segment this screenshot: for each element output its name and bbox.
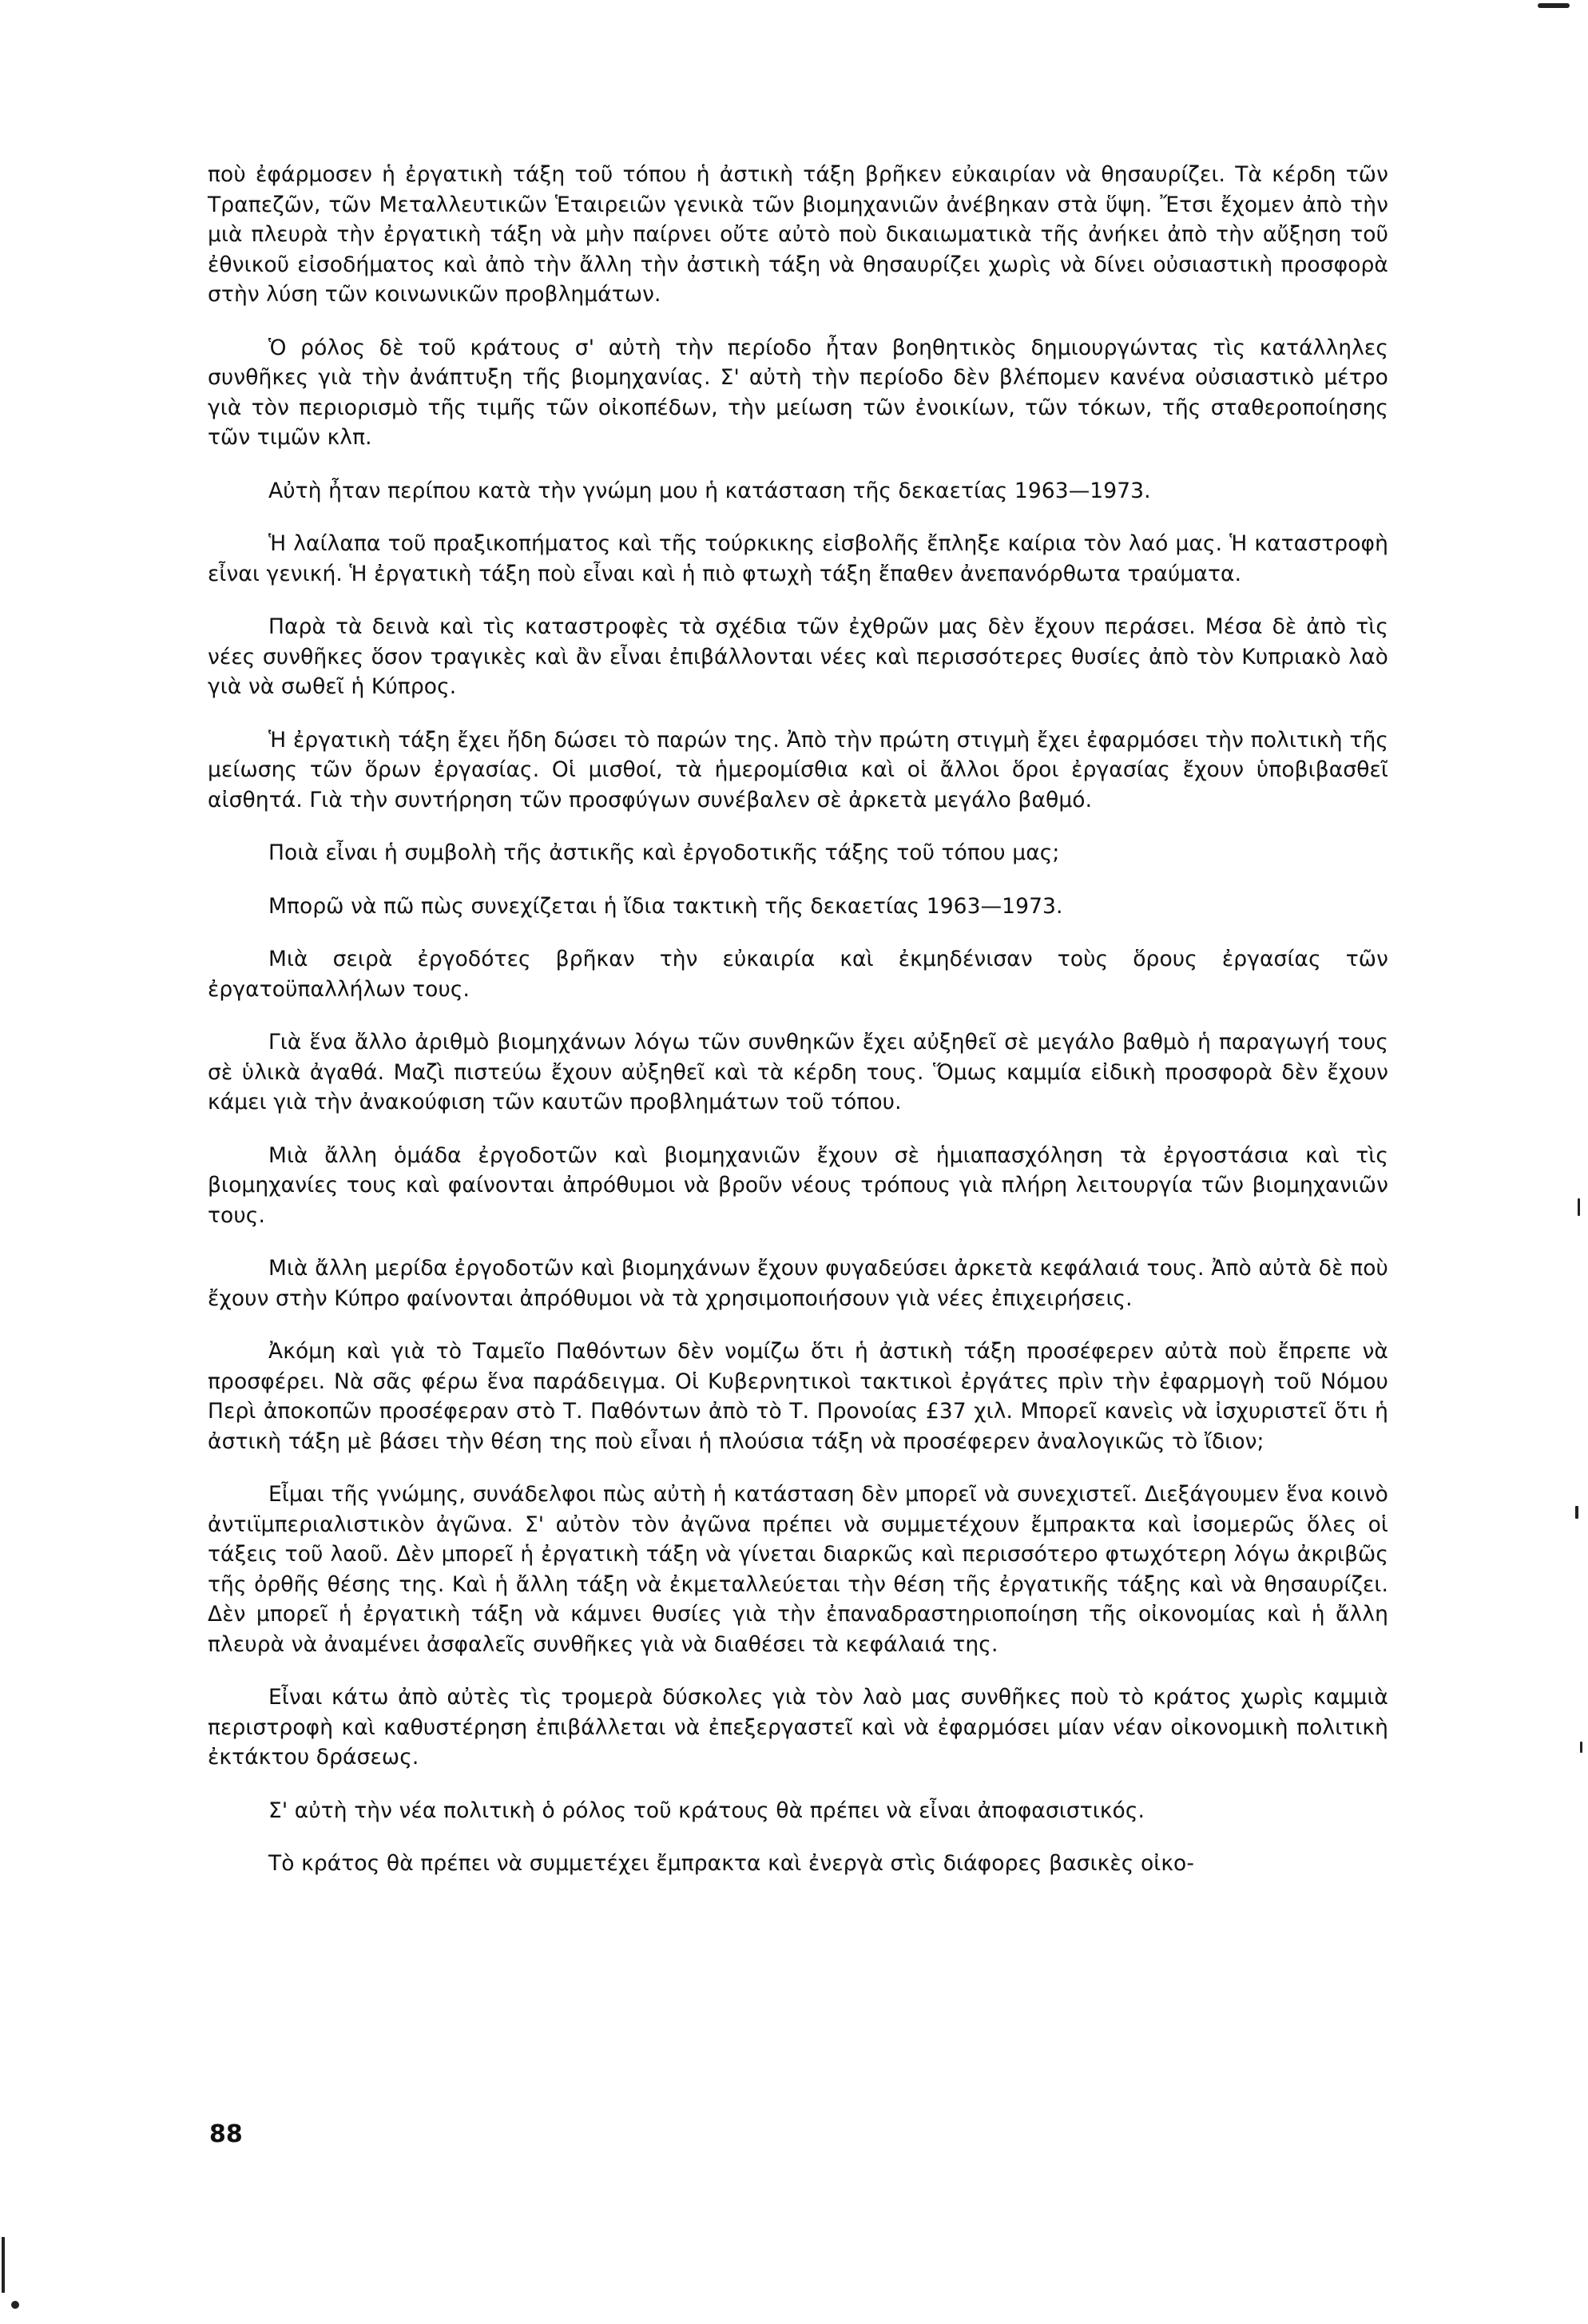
paragraph: Τὸ κράτος θὰ πρέπει νὰ συμμετέχει ἔμπρακτα καὶ ἐνεργὰ στὶς διάφορες βασικὲς οἰκο-: [268, 1851, 1195, 1876]
paragraph: Ἡ λαίλαπα τοῦ πραξικοπήματος καὶ τῆς τούρκικης εἰσβολῆς ἔπληξε καίρια τὸν λαό μας. Ἡ καταστροφὴ εἶναι γενική. Ἡ ἐργατικὴ τάξη ποὺ εἶναι καὶ ἡ πιὸ φτωχὴ τάξη ἔπαθεν ἀνεπανόρθωτα τραύματα.: [208, 531, 1388, 586]
paragraph: Μπορῶ νὰ πῶ πὼς συνεχίζεται ἡ ἴδια τακτικὴ τῆς δεκαετίας 1963—1973.: [268, 893, 1063, 919]
paragraph: Γιὰ ἕνα ἄλλο ἀριθμὸ βιομηχάνων λόγω τῶν συνθηκῶν ἔχει αὐξηθεῖ σὲ μεγάλο βαθμὸ ἡ παραγωγή τους σὲ ὑλικὰ ἀγαθά. Μαζὶ πιστεύω ἔχουν αὐξηθεῖ καὶ τὰ κέρδη τους. Ὅμως καμμία εἰδικὴ προσφορὰ δὲν ἔχουν κάμει γιὰ τὴν ἀνακούφιση τῶν καυτῶν προβλημάτων τοῦ τόπου.: [208, 1030, 1388, 1114]
paragraph: Ἡ ἐργατικὴ τάξη ἔχει ἤδη δώσει τὸ παρών της. Ἀπὸ τὴν πρώτη στιγμὴ ἔχει ἐφαρμόσει τὴν πολιτικὴ τῆς μείωσης τῶν ὅρων ἐργασίας. Οἱ μισθοί, τὰ ἡμερομίσθια καὶ οἱ ἄλλοι ὅροι ἐργασίας ἔχουν ὑποβιβασθεῖ αἰσθητά. Γιὰ τὴν συντήρηση τῶν προσφύγων συνέβαλεν σὲ ἀρκετὰ μεγάλο βαθμό.: [208, 727, 1388, 812]
paragraph: Παρὰ τὰ δεινὰ καὶ τὶς καταστροφὲς τὰ σχέδια τῶν ἐχθρῶν μας δὲν ἔχουν περάσει. Μέσα δὲ ἀπὸ τὶς νέες συνθῆκες ὅσον τραγικὲς καὶ ἂν εἶναι ἐπιβάλλονται νέες καὶ περισσότερες θυσίες ἀπὸ τὸν Κυπριακὸ λαὸ γιὰ νὰ σωθεῖ ἡ Κύπρος.: [208, 614, 1388, 699]
paragraph: Ἀκόμη καὶ γιὰ τὸ Ταμεῖο Παθόντων δὲν νομίζω ὅτι ἡ ἀστικὴ τάξη προσέφερεν αὐτὰ ποὺ ἔπρεπε νὰ προσφέρει. Νὰ σᾶς φέρω ἕνα παράδειγμα. Οἱ Κυβερνητικοὶ τακτικοὶ ἐργάτες πρὶν τὴν ἐφαρμογὴ τοῦ Νόμου Περὶ ἀποκοπῶν προσέφεραν στὸ Τ. Παθόντων ἀπὸ τὸ Τ. Προνοίας £37 χιλ. Μπορεῖ κανεὶς νὰ ἰσχυριστεῖ ὅτι ἡ ἀστικὴ τάξη μὲ βάσει τὴν θέση της ποὺ εἶναι ἡ πλούσια τάξη νὰ προσέφερεν ἀναλογικῶς τὸ ἴδιον;: [208, 1339, 1388, 1454]
scan-speck: [1578, 1198, 1580, 1216]
paragraph: ποὺ ἐφάρμοσεν ἡ ἐργατικὴ τάξη τοῦ τόπου ἡ ἀστικὴ τάξη βρῆκεν εὐκαιρίαν νὰ θησαυρίζει. Τὰ κέρδη τῶν Τραπεζῶν, τῶν Μεταλλευτικῶν Ἑταιρειῶν γενικὰ τῶν βιομηχανιῶν ἀνέβηκαν στὰ ὕψη. Ἔτσι ἔχομεν ἀπὸ τὴν μιὰ πλευρὰ τὴν ἐργατικὴ τάξη νὰ μὴν παίρνει οὔτε αὐτὸ ποὺ δικαιωματικὰ τῆς ἀνήκει ἀπὸ τὴν αὔξηση τοῦ ἐθνικοῦ εἰσοδήματος καὶ ἀπὸ τὴν ἄλλη τὴν ἀστικὴ τάξη νὰ θησαυρίζει χωρὶς νὰ δίνει οὐσιαστικὴ προσφορὰ στὴν λύση τῶν κοινωνικῶν προβλημάτων.: [208, 162, 1388, 307]
paragraph: Μιὰ σειρὰ ἐργοδότες βρῆκαν τὴν εὐκαιρία καὶ ἐκμηδένισαν τοὺς ὅρους ἐργασίας τῶν ἐργατοϋπαλλήλων τους.: [208, 947, 1388, 1002]
scan-speck: [2, 2237, 5, 2293]
scan-speck: [11, 2301, 19, 2309]
paragraph: Ποιὰ εἶναι ἡ συμβολὴ τῆς ἀστικῆς καὶ ἐργοδοτικῆς τάξης τοῦ τόπου μας;: [268, 840, 1060, 865]
scan-speck: [1580, 1742, 1582, 1753]
paragraph: Μιὰ ἄλλη ὁμάδα ἐργοδοτῶν καὶ βιομηχανιῶν ἔχουν σὲ ἡμιαπασχόληση τὰ ἐργοστάσια καὶ τὶς βιομηχανίες τους καὶ φαίνονται ἀπρόθυμοι νὰ βροῦν νέους τρόπους γιὰ πλήρη λειτουργία τῶν βιομηχανιῶν τους.: [208, 1142, 1388, 1228]
paragraph: Εἶναι κάτω ἀπὸ αὐτὲς τὶς τρομερὰ δύσκολες γιὰ τὸν λαὸ μας συνθῆκες ποὺ τὸ κράτος χωρὶς καμμιὰ περιστροφὴ καὶ καθυστέρηση ἐπιβάλλεται νὰ ἐπεξεργαστεῖ καὶ νὰ ἐφαρμόσει μίαν νέαν οἰκονομικὴ πολιτικὴ ἐκτάκτου δράσεως.: [208, 1685, 1388, 1770]
paragraph: Σ' αὐτὴ τὴν νέα πολιτικὴ ὁ ρόλος τοῦ κράτους θὰ πρέπει νὰ εἶναι ἀποφασιστικός.: [268, 1798, 1145, 1823]
paragraph: Εἶμαι τῆς γνώμης, συνάδελφοι πὼς αὐτὴ ἡ κατάσταση δὲν μπορεῖ νὰ συνεχιστεῖ. Διεξάγουμεν ἕνα κοινὸ ἀντιϊμπεριαλιστικὸν ἀγῶνα. Σ' αὐτὸν τὸν ἀγῶνα πρέπει νὰ συμμετέχουν ἔμπρακτα καὶ ἰσομερῶς ὅλες οἱ τάξεις τοῦ λαοῦ. Δὲν μπορεῖ ἡ ἐργατικὴ τάξη νὰ γίνεται διαρκῶς καὶ περισσότερο φτωχότερη λόγω ἀκριβῶς τῆς ὀρθῆς θέσης της. Καὶ ἡ ἄλλη τάξη νὰ ἐκμεταλλεύεται τὴν θέση τῆς ἐργατικῆς τάξης καὶ νὰ θησαυρίζει. Δὲν μπορεῖ ἡ ἐργατικὴ τάξη νὰ κάμνει θυσίες γιὰ τὴν ἐπαναδραστηριοποίηση τῆς οἰκονομίας καὶ ἡ ἄλλη πλευρὰ νὰ ἀναμένει ἀσφαλεῖς συνθῆκες γιὰ νὰ διαθέσει τὰ κεφάλαιά της.: [208, 1482, 1388, 1657]
paragraph: Μιὰ ἄλλη μερίδα ἐργοδοτῶν καὶ βιομηχάνων ἔχουν φυγαδεύσει ἀρκετὰ κεφάλαιά τους. Ἀπὸ αὐτὰ δὲ ποὺ ἔχουν στὴν Κύπρο φαίνονται ἀπρόθυμοι νὰ τὰ χρησιμοποιήσουν γιὰ νέες ἐπιχειρήσεις.: [208, 1256, 1388, 1311]
paragraph: Αὐτὴ ἦταν περίπου κατὰ τὴν γνώμη μου ἡ κατάσταση τῆς δεκαετίας 1963—1973.: [268, 478, 1151, 503]
page-body: [208, 160, 1388, 1902]
page-number: 88: [209, 2120, 243, 2148]
scan-speck: [1538, 3, 1570, 8]
paragraph: Ὁ ρόλος δὲ τοῦ κράτους σ' αὐτὴ τὴν περίοδο ἦταν βοηθητικὸς δημιουργώντας τὶς κατάλληλες συνθῆκες γιὰ τὴν ἀνάπτυξη τῆς βιομηχανίας. Σ' αὐτὴ τὴν περίοδο δὲν βλέπομεν κανένα οὐσιαστικὸ μέτρο γιὰ τὸν περιορισμὸ τῆς τιμῆς τῶν οἰκοπέδων, τὴν μείωση τῶν ἐνοικίων, τῶν τόκων, τῆς σταθεροποίησης τῶν τιμῶν κλπ.: [208, 335, 1388, 450]
scan-speck: [1575, 1506, 1578, 1519]
